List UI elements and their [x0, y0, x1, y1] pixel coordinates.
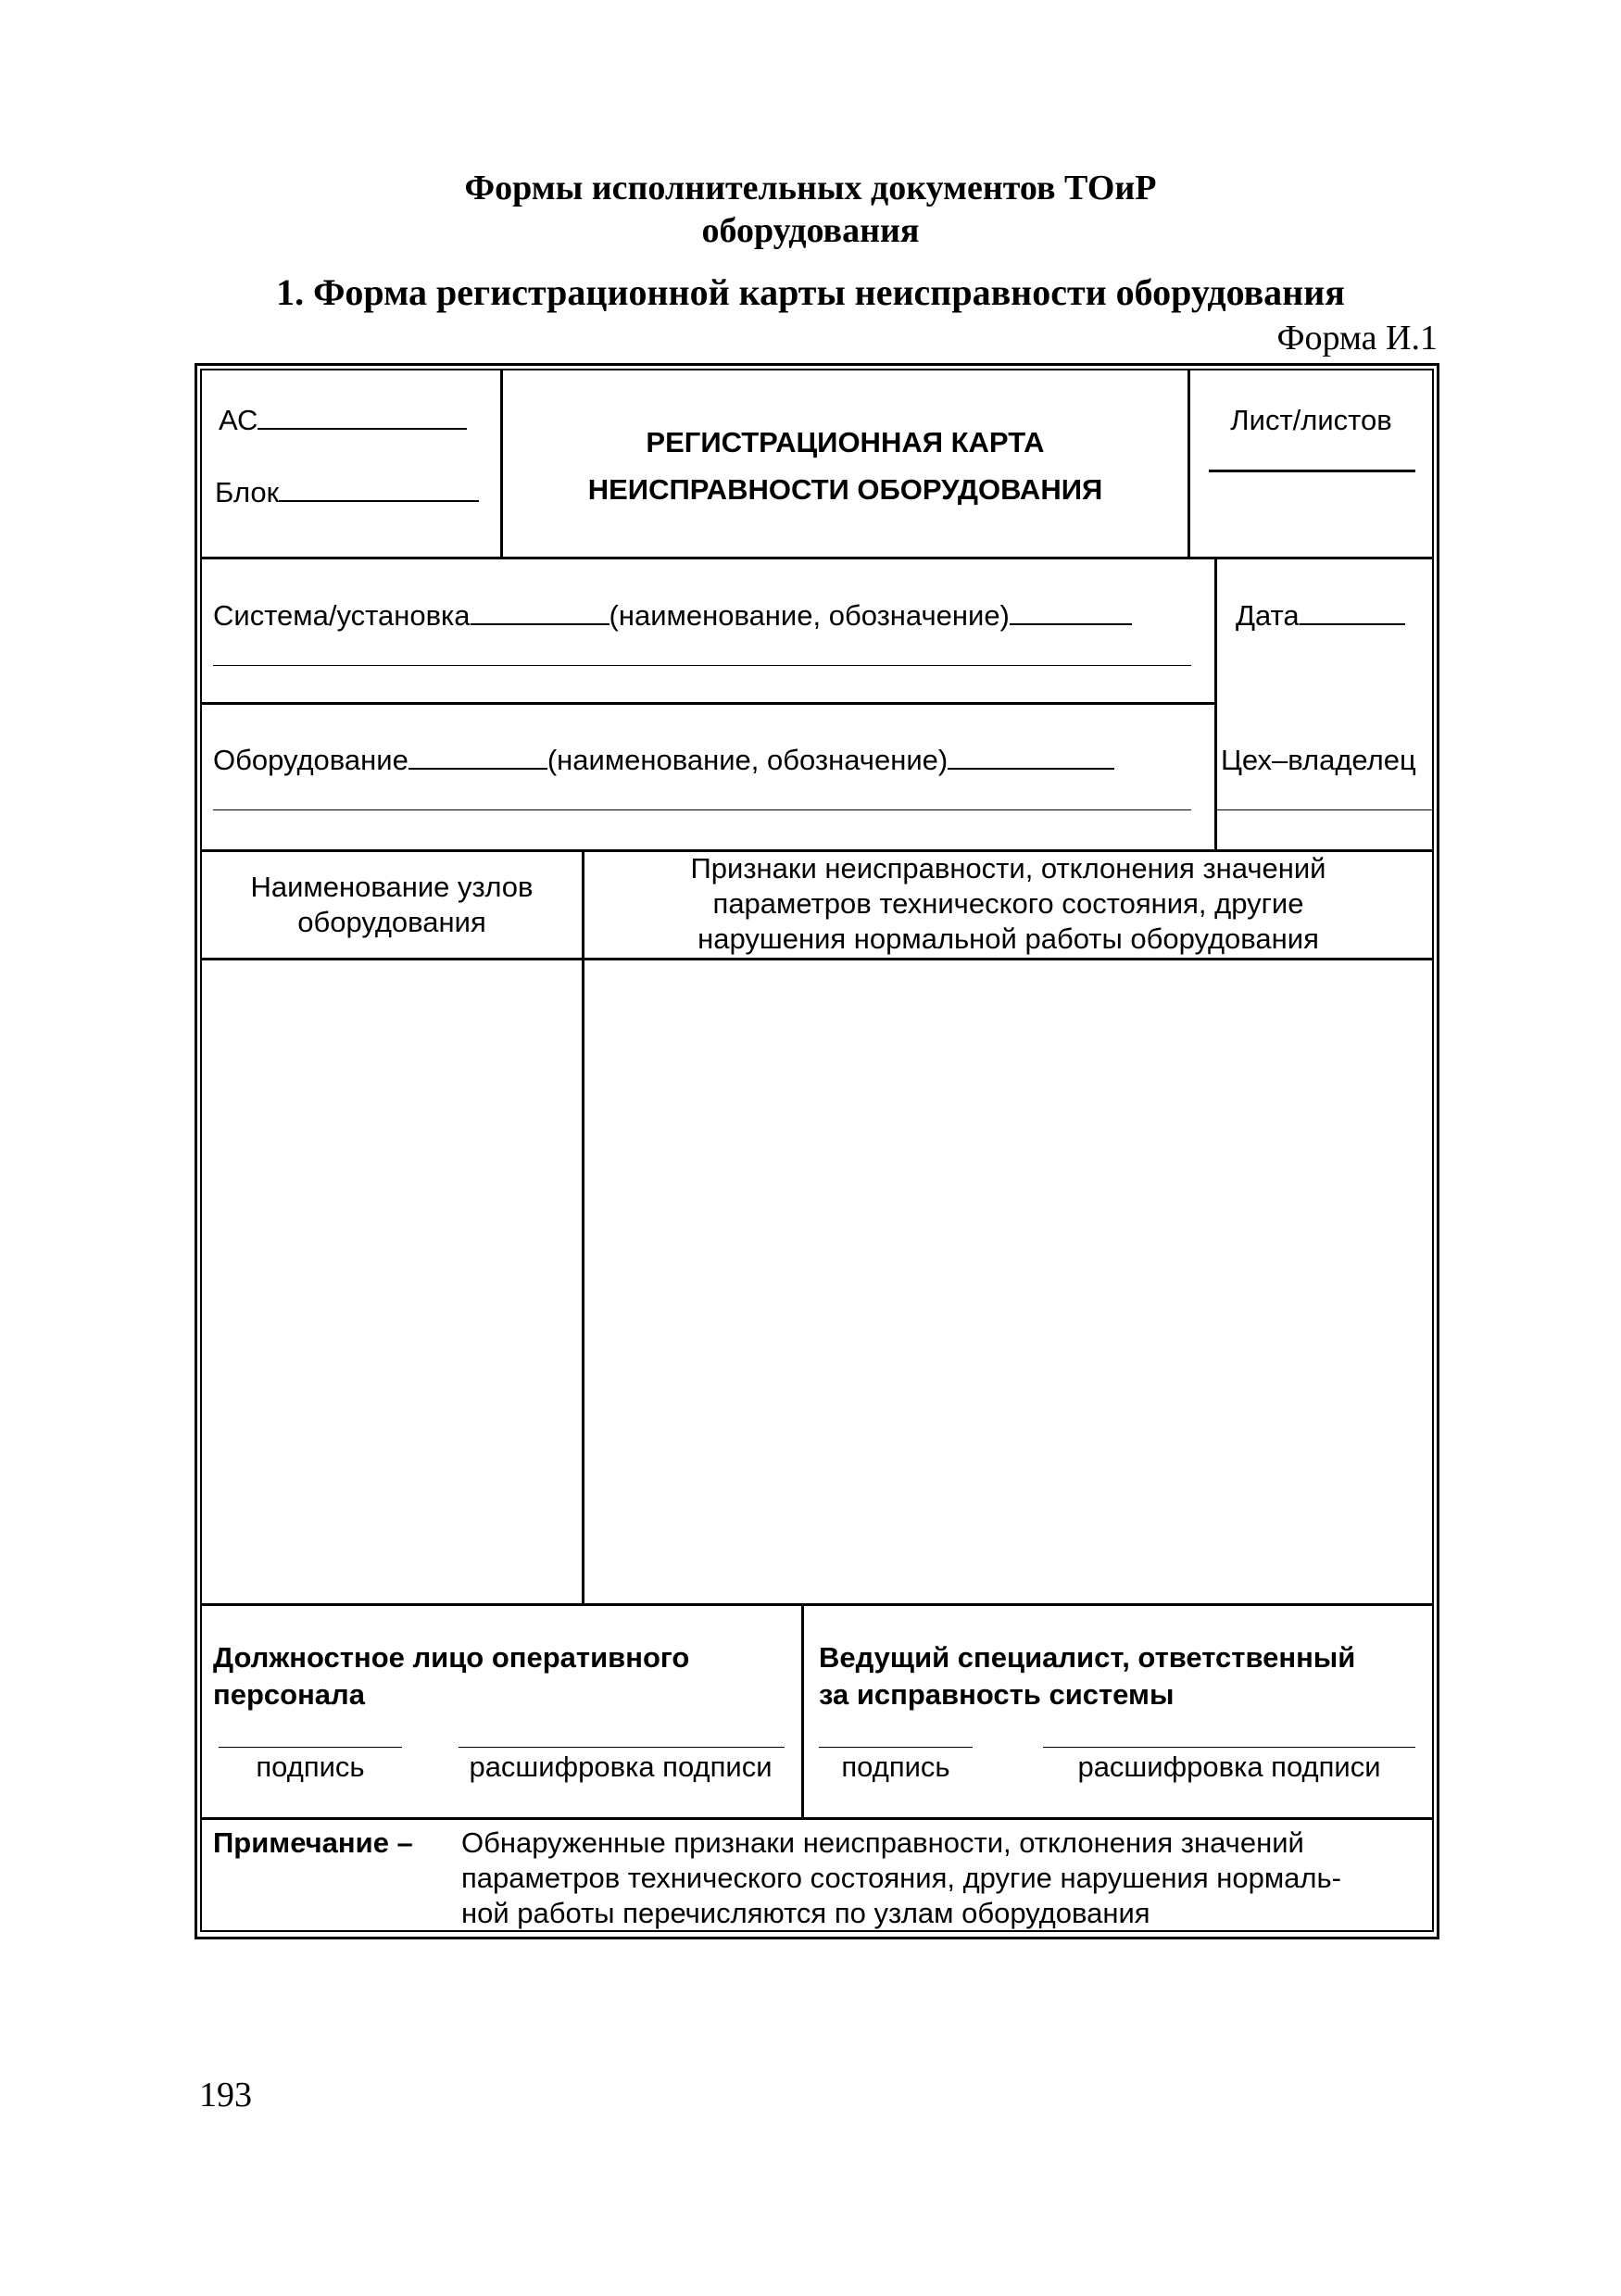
card-title-line2: НЕИСПРАВНОСТИ ОБОРУДОВАНИЯ — [587, 473, 1103, 506]
sign-left-title-line1: Должностное лицо оперативного — [213, 1641, 690, 1674]
equipment-hint: (наименование, обозначение) — [547, 744, 949, 776]
block-field[interactable] — [215, 476, 479, 509]
inner-border-right — [1432, 369, 1434, 1931]
col2-header-line2: параметров технического состояния, другие — [712, 887, 1304, 920]
note-label: Примечание – — [213, 1826, 413, 1859]
block-label: Блок — [215, 476, 280, 508]
col1-header-line2: оборудования — [297, 906, 486, 938]
divider — [200, 1817, 1434, 1820]
card-title-line1: РЕГИСТРАЦИОННАЯ КАРТА — [646, 426, 1045, 458]
right-decode-line[interactable] — [1043, 1747, 1415, 1748]
inner-border-top — [200, 369, 1434, 370]
outer-border-right — [1437, 363, 1439, 1939]
system-hint: (наименование, обозначение) — [609, 599, 1010, 632]
system-input-line-1[interactable] — [471, 599, 609, 625]
system-input-line-2[interactable] — [1010, 599, 1132, 625]
col1-header-line1: Наименование узлов — [250, 871, 534, 903]
equipment-input-line-2[interactable] — [948, 744, 1114, 770]
symptoms-entry-area[interactable] — [584, 960, 1432, 1604]
outer-border-top — [195, 363, 1439, 366]
outer-border-bottom — [195, 1937, 1439, 1939]
page-number: 193 — [199, 2076, 252, 2114]
nodes-entry-area[interactable] — [202, 960, 582, 1604]
outer-border-left — [195, 363, 197, 1939]
sign-right-title-line2: за исправность системы — [819, 1678, 1175, 1711]
col2-header-line1: Признаки неисправности, отклонения значений — [690, 852, 1326, 885]
divider — [1187, 369, 1190, 558]
system-field[interactable] — [213, 599, 1132, 633]
divider — [200, 1603, 1434, 1606]
sheet-input-line[interactable] — [1209, 470, 1415, 472]
date-input-line[interactable] — [1300, 599, 1405, 625]
date-label: Дата — [1236, 599, 1300, 632]
sign-left-title-line2: персонала — [213, 1678, 365, 1711]
divider — [1214, 559, 1217, 852]
as-label: АС — [219, 404, 258, 436]
form-number: Форма И.1 — [1276, 319, 1438, 358]
note-line1: Обнаруженные признаки неисправности, отклонения значений — [461, 1826, 1304, 1859]
left-decode-label: расшифровка подписи — [469, 1750, 773, 1783]
divider — [500, 369, 503, 558]
sign-right-title-line1: Ведущий специалист, ответственный — [819, 1641, 1356, 1674]
right-signature-label: подпись — [841, 1750, 950, 1783]
right-signature-line[interactable] — [819, 1747, 973, 1748]
equipment-field[interactable] — [213, 744, 1114, 777]
inner-border-bottom — [200, 1930, 1434, 1932]
note-line3: ной работы перечисляются по узлам оборудования — [461, 1897, 1150, 1929]
divider — [200, 557, 1434, 559]
as-field[interactable] — [219, 404, 467, 437]
divider — [801, 1603, 804, 1818]
system-label: Система/установка — [213, 599, 471, 632]
divider — [200, 702, 1215, 705]
owner-input-line[interactable] — [1217, 809, 1432, 810]
equipment-input-line-1[interactable] — [408, 744, 547, 770]
block-input-line[interactable] — [279, 476, 479, 502]
note-line2: параметров технического состояния, другие нарушения нормаль- — [461, 1862, 1341, 1894]
date-field[interactable] — [1236, 599, 1405, 633]
col2-header-line3: нарушения нормальной работы оборудования — [697, 922, 1319, 955]
document-title-line2: оборудования — [701, 211, 920, 250]
equipment-input-line-3[interactable] — [213, 809, 1191, 810]
section-heading: 1. Форма регистрационной карты неисправности оборудования — [276, 271, 1345, 313]
left-signature-line[interactable] — [219, 1747, 402, 1748]
left-decode-line[interactable] — [459, 1747, 785, 1748]
system-input-line-3[interactable] — [213, 665, 1191, 666]
as-input-line[interactable] — [258, 404, 467, 430]
owner-label: Цех–владелец — [1221, 744, 1416, 776]
right-decode-label: расшифровка подписи — [1077, 1750, 1381, 1783]
equipment-label: Оборудование — [213, 744, 408, 776]
document-title-line1: Формы исполнительных документов ТОиР — [464, 169, 1157, 207]
sheet-label: Лист/листов — [1230, 404, 1392, 436]
left-signature-label: подпись — [256, 1750, 365, 1783]
